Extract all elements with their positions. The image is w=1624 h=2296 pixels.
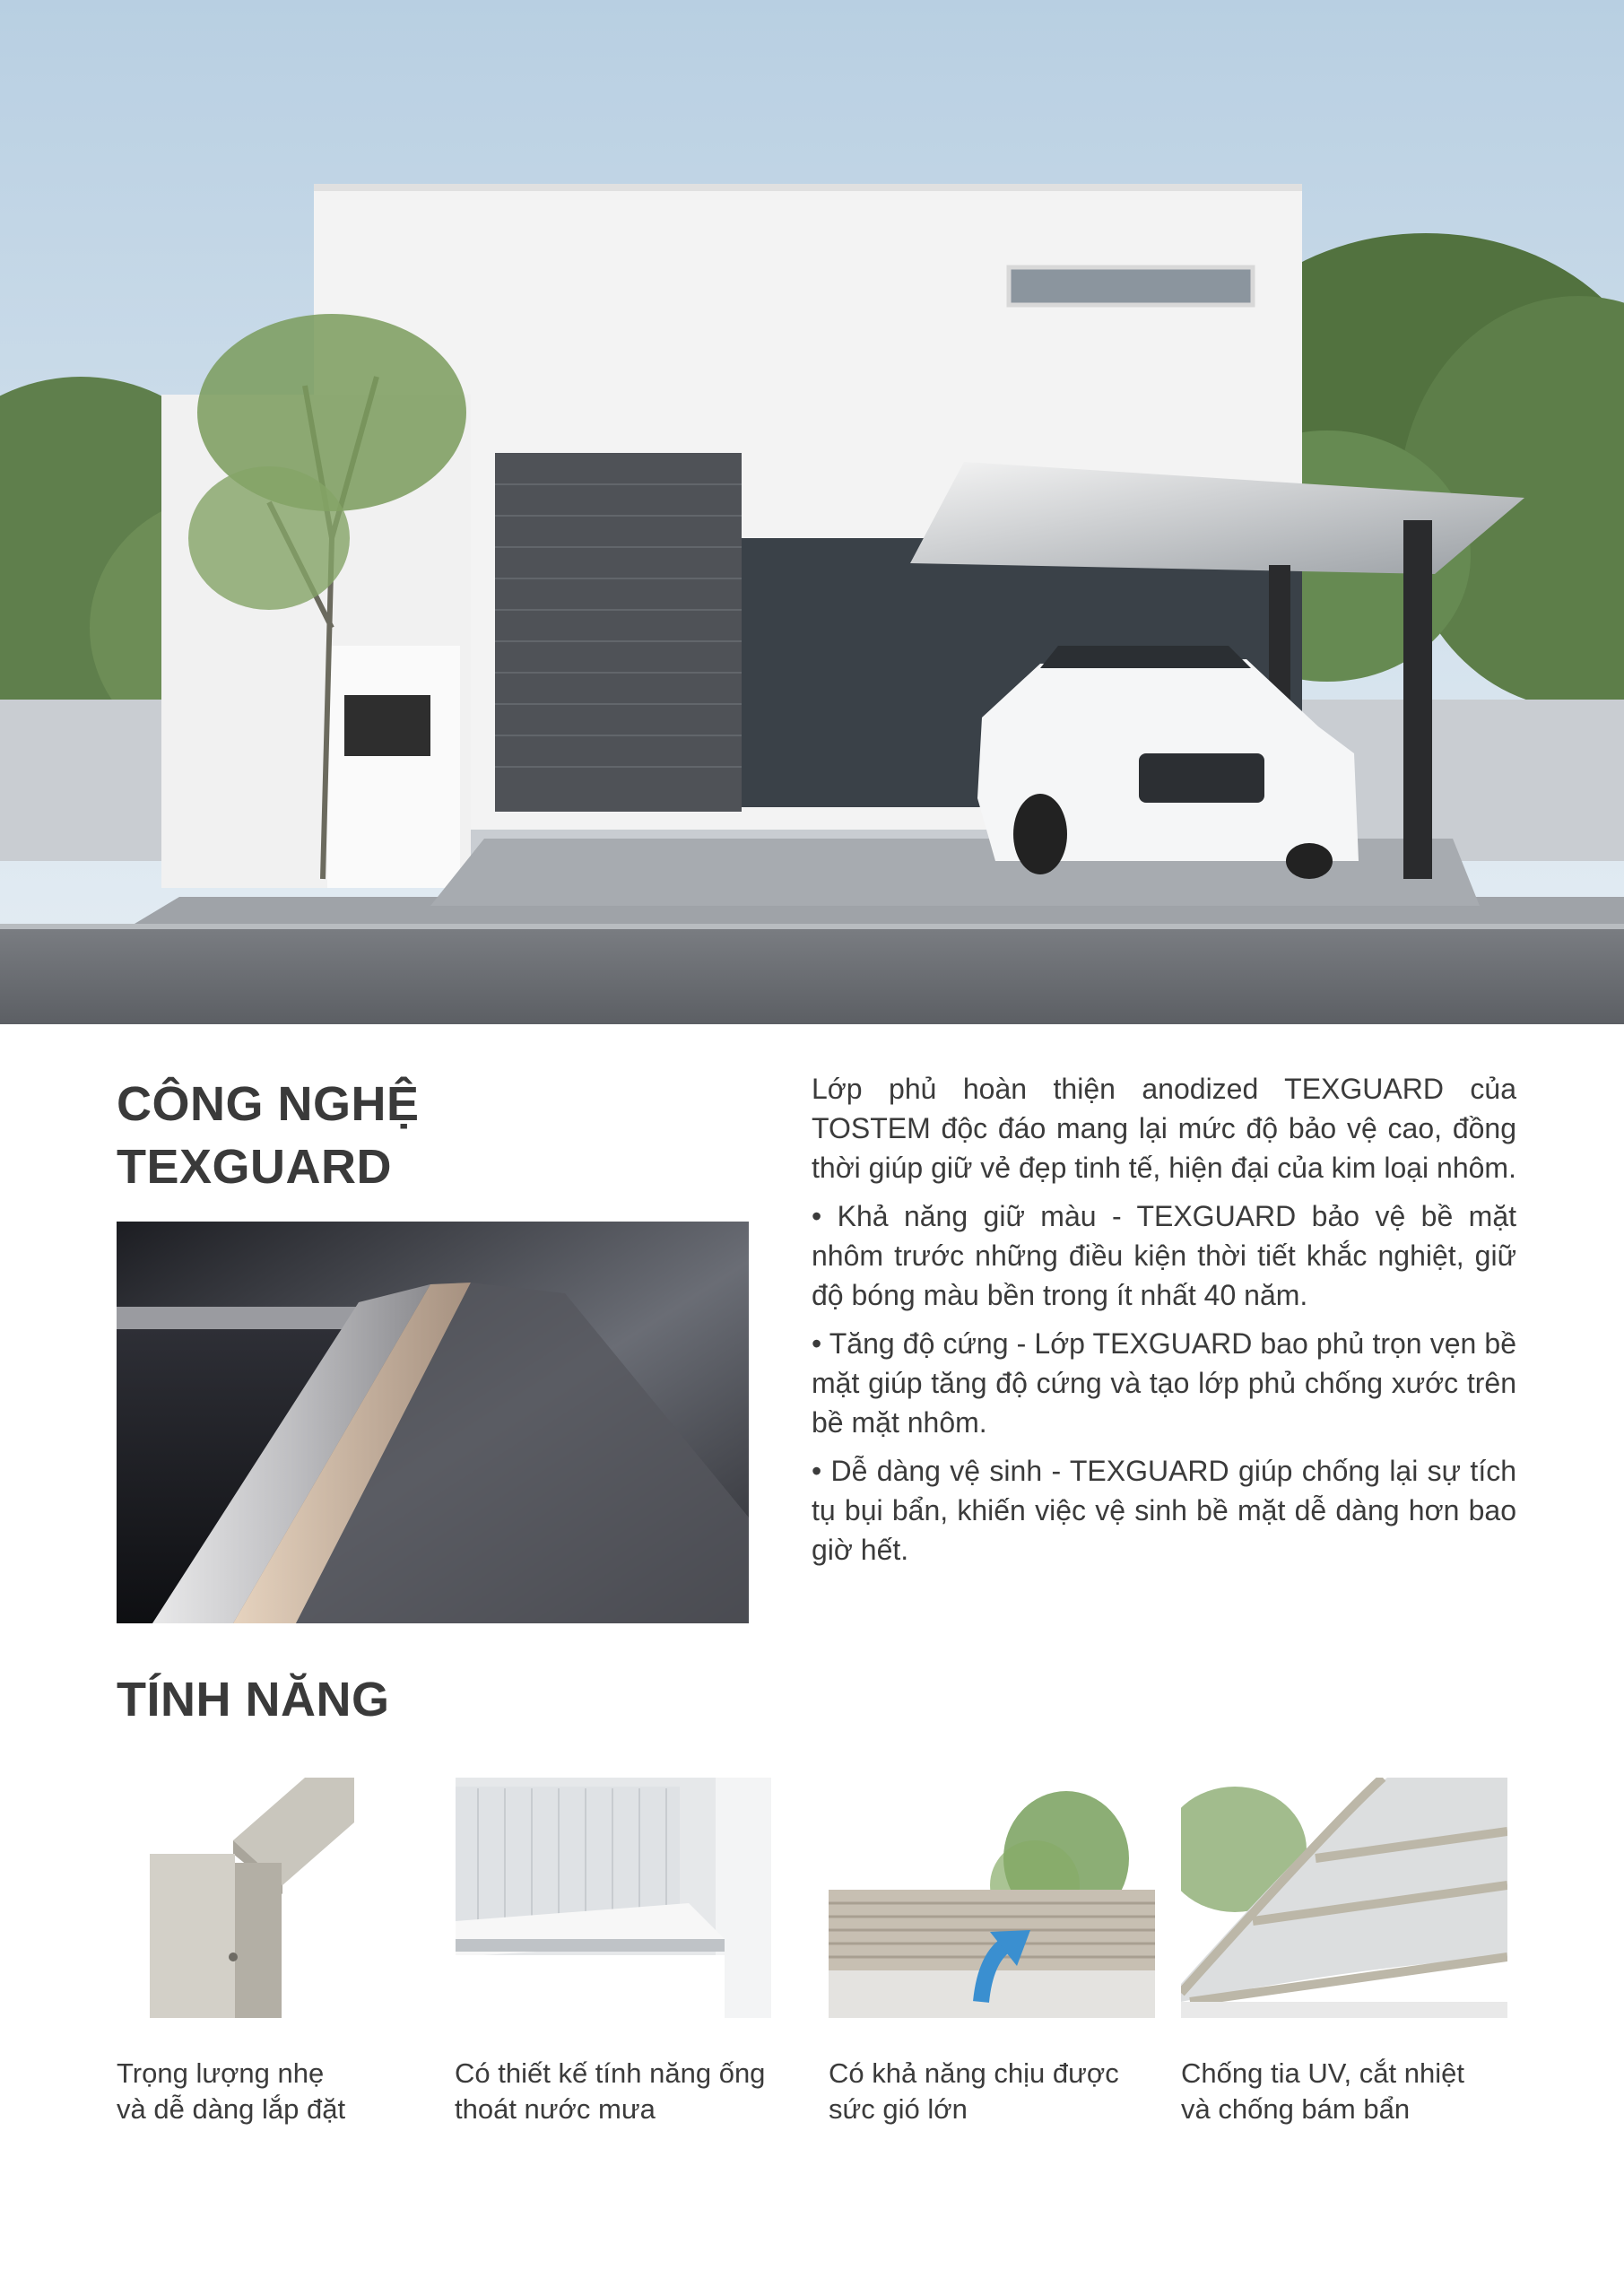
tech-bullet-color: • Khả năng giữ màu - TEXGUARD bảo vệ bề mặt nhôm trước những điều kiện thời tiết khắc nghiệt, giữ độ bóng màu bền trong ít nhất 40 năm.: [812, 1200, 1516, 1311]
feature-caption-line: và chống bám bẩn: [1181, 2093, 1411, 2125]
texguard-surface-photo: [117, 1222, 749, 1623]
feature-caption-uv: [1181, 2056, 1507, 2127]
tech-bullet-hardness: • Tăng độ cứng - Lớp TEXGUARD bao phủ trọn vẹn bề mặt giúp tăng độ cứng và tạo lớp phủ chống xước trên bề mặt nhôm.: [812, 1327, 1516, 1439]
feature-lightweight-image: [148, 1778, 354, 2018]
feature-uv-image: [1181, 1778, 1507, 2018]
feature-caption-line: Có thiết kế tính năng ống: [455, 2057, 766, 2089]
tech-title-line2: TEXGUARD: [117, 1140, 393, 1194]
tech-section-title: [117, 1073, 420, 1198]
feature-caption-line: Chống tia UV, cắt nhiệt: [1181, 2057, 1464, 2089]
tech-bullet-cleaning: • Dễ dàng vệ sinh - TEXGUARD giúp chống lại sự tích tụ bụi bẩn, khiến việc vệ sinh bề mặt dễ dàng hơn bao giờ hết.: [812, 1455, 1516, 1566]
feature-caption-line: và dễ dàng lắp đặt: [117, 2093, 346, 2125]
tech-title-line1: CÔNG NGHỆ: [117, 1077, 420, 1131]
features-section-title: TÍNH NĂNG: [117, 1673, 390, 1726]
tech-description: [812, 1069, 1516, 1578]
tech-intro: Lớp phủ hoàn thiện anodized TEXGUARD của TOSTEM độc đáo mang lại mức độ bảo vệ cao, đồng thời giúp giữ vẻ đẹp tinh tế, hiện đại của kim loại nhôm.: [812, 1073, 1516, 1184]
feature-caption-line: thoát nước mưa: [455, 2093, 656, 2125]
feature-caption-lightweight: [117, 2056, 386, 2127]
feature-caption-line: Có khả năng chịu được: [829, 2057, 1119, 2089]
feature-caption-wind: [829, 2056, 1155, 2127]
hero-house-photo: [0, 0, 1624, 1024]
feature-caption-gutter: [455, 2056, 781, 2127]
feature-caption-line: sức gió lớn: [829, 2093, 968, 2125]
feature-wind-image: [829, 1778, 1155, 2018]
feature-gutter-image: [456, 1778, 771, 2018]
feature-caption-line: Trọng lượng nhẹ: [117, 2057, 325, 2089]
